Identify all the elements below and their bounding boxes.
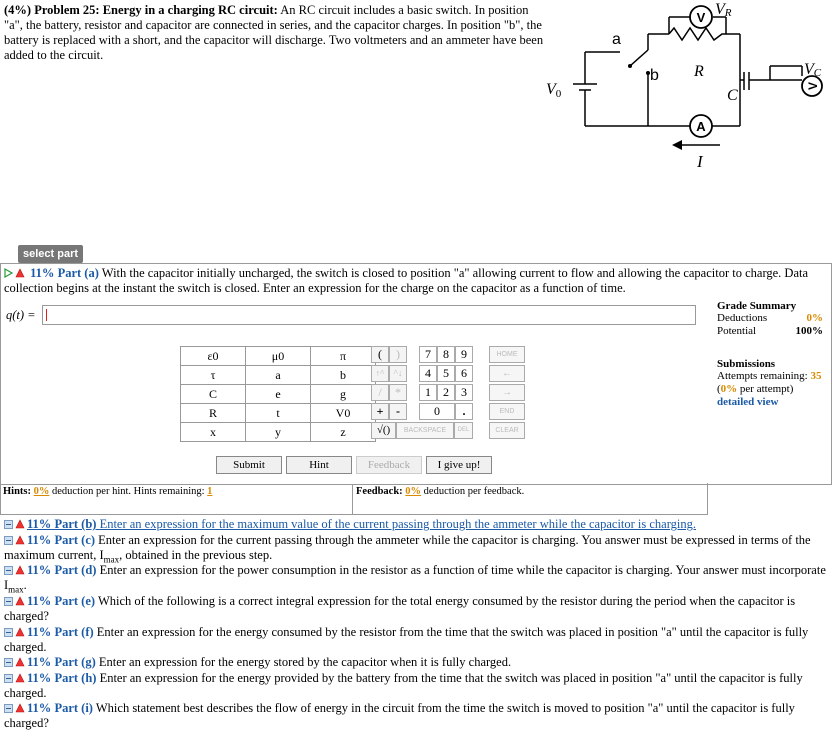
- deductions-value: 0%: [806, 312, 823, 324]
- part-name: Part (g): [54, 655, 96, 669]
- sym-v0[interactable]: V0: [311, 404, 376, 423]
- label-i: I: [697, 152, 703, 171]
- collapse-box-icon[interactable]: [4, 565, 13, 575]
- problem-statement: [4, 3, 544, 63]
- part-name: Part (h): [54, 671, 97, 685]
- key-4[interactable]: 4: [419, 365, 437, 382]
- give-up-button[interactable]: I give up!: [426, 456, 492, 474]
- attempts-value: 35: [810, 370, 822, 382]
- sym-y[interactable]: y: [246, 423, 311, 442]
- feedback-text: deduction per feedback.: [423, 486, 525, 497]
- key-3[interactable]: 3: [455, 384, 473, 401]
- problem-topic: Energy in a charging RC circuit:: [102, 3, 278, 17]
- collapse-box-icon[interactable]: [4, 627, 13, 637]
- key-1[interactable]: 1: [419, 384, 437, 401]
- label-v0-sub: 0: [555, 88, 562, 100]
- answer-input[interactable]: [42, 305, 696, 325]
- key-down[interactable]: ^↓: [389, 365, 407, 382]
- part-text: Enter an expression for the energy stored by the capacitor when it is fully charged.: [98, 655, 512, 669]
- part-text: Enter an expression for the current passing through the ammeter while the capacitor is charging. You answer must be expressed in terms of the maximum current, I: [4, 533, 811, 562]
- label-a: a: [612, 31, 621, 48]
- part-pct: 11%: [27, 533, 52, 547]
- key-left-arrow[interactable]: ←: [489, 365, 525, 382]
- key-clear[interactable]: CLEAR: [489, 422, 525, 439]
- part-name: Part (b): [54, 517, 97, 531]
- voltmeter-vr-icon: V: [696, 10, 706, 25]
- svg-text:VC: [804, 61, 822, 79]
- submit-button[interactable]: Submit: [216, 456, 282, 474]
- key-del[interactable]: DEL: [454, 422, 473, 439]
- label-vc-sub: C: [813, 67, 822, 79]
- key-sqrt[interactable]: √(): [371, 422, 396, 439]
- key-plus[interactable]: +: [371, 403, 389, 420]
- key-end[interactable]: END: [489, 403, 525, 420]
- potential-label: Potential: [717, 325, 757, 337]
- sym-e[interactable]: e: [246, 385, 311, 404]
- problem-text: An RC circuit includes a basic switch. In position "a", the battery, resistor and capacitor are connected in series, and the capacitor charges. In position "b", the battery is replaced with a short, and the capacitor will discharge. Two voltmeters and an ammeter have been added to the circuit.: [4, 3, 544, 62]
- collapse-box-icon[interactable]: [4, 596, 13, 606]
- part-pct: 11%: [27, 517, 52, 531]
- key-dot[interactable]: .: [455, 403, 473, 420]
- sym-pi[interactable]: π: [311, 347, 376, 366]
- sym-g[interactable]: g: [311, 385, 376, 404]
- hints-remaining: 1: [207, 486, 213, 497]
- key-2[interactable]: 2: [437, 384, 455, 401]
- label-r: R: [694, 63, 704, 80]
- part-row[interactable]: [4, 517, 830, 532]
- part-pct: 11%: [27, 594, 52, 608]
- svg-text:VR: [715, 1, 732, 19]
- symbol-palette: [180, 346, 376, 442]
- part-row[interactable]: [4, 701, 830, 731]
- ammeter-icon: A: [696, 119, 706, 134]
- warning-icon: [15, 596, 25, 606]
- key-5[interactable]: 5: [437, 365, 455, 382]
- key-backspace[interactable]: BACKSPACE: [396, 422, 454, 439]
- part-name: Part (d): [54, 563, 97, 577]
- label-vc: V: [804, 61, 814, 78]
- part-row[interactable]: [4, 625, 830, 655]
- part-row[interactable]: [4, 671, 830, 701]
- hints-text: deduction per hint. Hints remaining:: [52, 486, 205, 497]
- sym-c[interactable]: C: [181, 385, 246, 404]
- key-home[interactable]: HOME: [489, 346, 525, 363]
- submissions-title: Submissions: [717, 358, 776, 370]
- part-tail: , obtained in the previous step.: [119, 548, 273, 562]
- part-name: Part (e): [54, 594, 96, 608]
- part-pct: 11%: [27, 625, 52, 639]
- part-a-panel: [0, 263, 832, 485]
- key-9[interactable]: 9: [455, 346, 473, 363]
- part-text: Enter an expression for the energy consumed by the resistor from the time that the switch was placed in position "a" until the capacitor is fully charged.: [4, 625, 809, 654]
- key-0[interactable]: 0: [419, 403, 455, 420]
- sym-x[interactable]: x: [181, 423, 246, 442]
- warning-icon: [15, 627, 25, 637]
- warning-icon: [15, 565, 25, 575]
- part-pct: 11%: [27, 655, 52, 669]
- part-a-pct: 11%: [30, 266, 55, 280]
- part-text: Enter an expression for the maximum value of the current passing through the ammeter while the capacitor is charging.: [99, 517, 697, 531]
- feedback-label: Feedback:: [356, 486, 403, 497]
- sym-r[interactable]: R: [181, 404, 246, 423]
- part-text: Which statement best describes the flow of energy in the circuit from the time the switch is moved to position "a" until the capacitor is fully charged?: [4, 701, 795, 730]
- part-subscript: max: [8, 584, 24, 595]
- hints-pct: 0%: [33, 486, 50, 497]
- part-row[interactable]: [4, 563, 830, 598]
- sym-z[interactable]: z: [311, 423, 376, 442]
- warning-icon: [15, 703, 25, 713]
- select-part-button[interactable]: select part: [18, 245, 83, 263]
- key-close-paren[interactable]: ): [389, 346, 407, 363]
- key-8[interactable]: 8: [437, 346, 455, 363]
- deductions-label: Deductions: [717, 312, 768, 324]
- rc-circuit-diagram: [540, 0, 834, 172]
- q-input-label: q(t) =: [6, 308, 36, 322]
- label-b: b: [650, 67, 659, 84]
- part-text: Enter an expression for the energy provided by the battery from the time that the switch was placed in position "a" until the capacitor is fully charged.: [4, 671, 803, 700]
- part-pct: 11%: [27, 671, 52, 685]
- grade-summary-title: Grade Summary: [717, 300, 797, 312]
- collapse-box-icon[interactable]: [4, 519, 13, 529]
- feedback-info: [356, 486, 524, 497]
- voltmeter-vc-icon: V: [806, 81, 820, 91]
- warning-icon: [15, 657, 25, 667]
- potential-value: 100%: [795, 325, 823, 337]
- sym-b[interactable]: b: [311, 366, 376, 385]
- part-text: Enter an expression for the power consumption in the resistor as a function of time while the capacitor is charging. Your answer must incorporate I: [4, 563, 826, 592]
- sym-tau[interactable]: τ: [181, 366, 246, 385]
- hints-label: Hints:: [3, 486, 32, 497]
- part-a-name: Part (a): [57, 266, 99, 280]
- expand-triangle-icon[interactable]: [4, 268, 13, 278]
- part-text: Which of the following is a correct integral expression for the total energy consumed by the resistor during the period when the capacitor is charged?: [4, 594, 796, 623]
- per-attempt-label: per attempt): [739, 383, 794, 395]
- hint-button[interactable]: Hint: [286, 456, 352, 474]
- feedback-pct: 0%: [405, 486, 422, 497]
- part-pct: 11%: [27, 701, 52, 715]
- key-multiply[interactable]: *: [389, 384, 407, 401]
- part-a-text: With the capacitor initially uncharged, the switch is closed to position "a" allowing current to flow and allowing the capacitor to charge. Data collection begins at the instant the switch is closed. Enter an expression for the charge on the capacitor as a function of time.: [4, 266, 809, 295]
- key-6[interactable]: 6: [455, 365, 473, 382]
- key-right-arrow[interactable]: →: [489, 384, 525, 401]
- collapse-box-icon[interactable]: [4, 535, 13, 545]
- part-subscript: max: [103, 554, 120, 565]
- part-row[interactable]: [4, 594, 830, 624]
- collapse-box-icon[interactable]: [4, 703, 13, 713]
- warning-icon: [15, 268, 25, 278]
- sym-mu0[interactable]: μ0: [246, 347, 311, 366]
- label-vr-sub: R: [724, 7, 732, 19]
- part-name: Part (f): [54, 625, 94, 639]
- sym-epsilon0[interactable]: ε0: [181, 347, 246, 366]
- warning-icon: [15, 519, 25, 529]
- key-divide[interactable]: /: [371, 384, 389, 401]
- hints-info: [3, 486, 212, 497]
- warning-icon: [15, 535, 25, 545]
- attempts-label: Attempts remaining:: [717, 370, 808, 382]
- part-a-header: [4, 266, 830, 296]
- detailed-view-link[interactable]: detailed view: [717, 396, 779, 408]
- per-attempt-pct: 0%: [720, 383, 738, 395]
- label-vr: V: [715, 1, 725, 18]
- collapse-box-icon[interactable]: [4, 673, 13, 683]
- part-pct: 11%: [27, 563, 52, 577]
- feedback-button[interactable]: Feedback: [356, 456, 422, 474]
- problem-score: (4%): [4, 3, 32, 17]
- label-v0: V: [546, 81, 556, 98]
- problem-title: Problem 25:: [34, 3, 100, 17]
- label-c: C: [727, 87, 738, 104]
- text-cursor: [46, 309, 47, 321]
- sym-t[interactable]: t: [246, 404, 311, 423]
- sym-a[interactable]: a: [246, 366, 311, 385]
- part-row[interactable]: [4, 655, 830, 670]
- key-7[interactable]: 7: [419, 346, 437, 363]
- part-tail: .: [23, 578, 27, 592]
- part-name: Part (c): [54, 533, 96, 547]
- key-open-paren[interactable]: (: [371, 346, 389, 363]
- part-name: Part (i): [54, 701, 93, 715]
- svg-text:V0: [546, 81, 562, 100]
- collapse-box-icon[interactable]: [4, 657, 13, 667]
- key-minus[interactable]: -: [389, 403, 407, 420]
- key-up[interactable]: ↑^: [371, 365, 389, 382]
- grade-summary: Grade Summary Deductions 0% Potential 100% Submissions Attempts remaining: 35 (0% per attempt) detailed view: [717, 300, 823, 408]
- divider: [352, 484, 353, 515]
- warning-icon: [15, 673, 25, 683]
